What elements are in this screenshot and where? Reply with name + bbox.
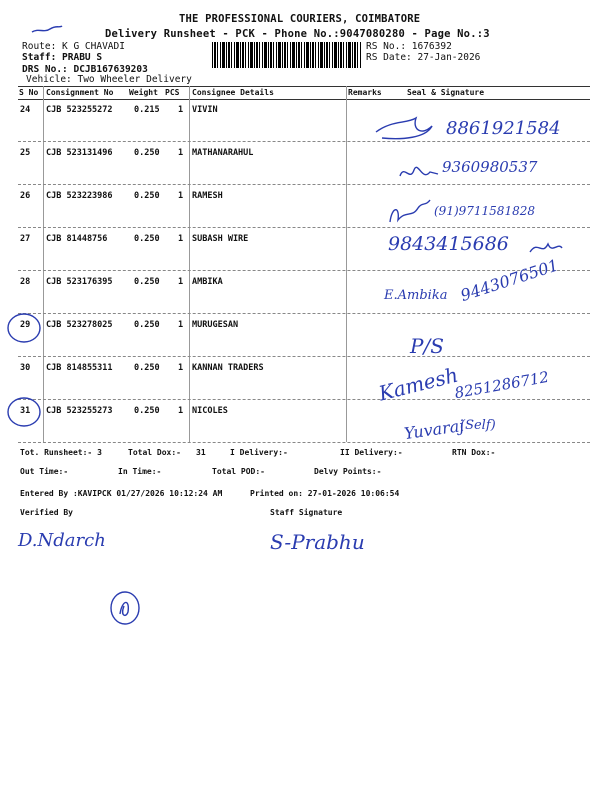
- handwritten-note-31: (Self): [460, 418, 496, 433]
- row-sno: 29: [20, 320, 31, 330]
- row-weight: 0.250: [134, 320, 160, 330]
- handwritten-phone-26: (91)9711581828: [434, 204, 535, 218]
- row-consignee: KANNAN TRADERS: [192, 363, 264, 373]
- row-consignee: NICOLES: [192, 406, 228, 416]
- ii-delivery: II Delivery:-: [340, 448, 403, 457]
- handwritten-name-31: Yuvaraj: [402, 415, 466, 444]
- col-seal: Seal & Signature: [407, 88, 485, 97]
- row-consignment: CJB 523255273: [46, 406, 113, 416]
- row-consignment: CJB 81448756: [46, 234, 108, 244]
- handwritten-phone-30: 8251286712: [453, 367, 551, 403]
- row-pcs: 1: [178, 148, 184, 158]
- route-label: Route: K G CHAVADI: [22, 41, 125, 52]
- row-consignment: CJB 523176395: [46, 277, 113, 287]
- table-header: [18, 86, 590, 100]
- rs-date: RS Date: 27-Jan-2026: [366, 52, 481, 63]
- handwritten-name-30: Kamesh: [376, 362, 461, 406]
- signature-25: [396, 156, 442, 186]
- printed-on: Printed on: 27-01-2026 10:06:54: [250, 489, 400, 498]
- staff-signature-label: Staff Signature: [270, 508, 343, 517]
- row-sno: 25: [20, 148, 31, 158]
- total-runsheet: Tot. Runsheet:- 3: [20, 448, 102, 457]
- row-weight: 0.250: [134, 148, 160, 158]
- row-consignee: SUBASH WIRE: [192, 234, 249, 244]
- total-dox-label: Total Dox:-: [128, 448, 181, 457]
- row-consignment: CJB 814855311: [46, 363, 113, 373]
- col-pcs: PCS: [165, 88, 180, 97]
- staff-label: Staff: PRABU S: [22, 52, 103, 63]
- barcode: [212, 42, 362, 68]
- signature-24: [372, 110, 442, 144]
- row-weight: 0.250: [134, 277, 160, 287]
- row-pcs: 1: [178, 363, 184, 373]
- row-weight: 0.250: [134, 363, 160, 373]
- handwritten-ps-29: P/S: [410, 334, 444, 358]
- row-consignee: AMBIKA: [192, 277, 223, 287]
- out-time: Out Time:-: [20, 467, 69, 476]
- table-row: [18, 314, 590, 357]
- signature-27: [528, 236, 564, 258]
- handwritten-name-28: E.Ambika: [384, 288, 448, 303]
- row-pcs: 1: [178, 320, 184, 330]
- company-name: THE PROFESSIONAL COURIERS, COIMBATORE: [179, 13, 421, 25]
- row-consignment: CJB 523223986: [46, 191, 113, 201]
- row-sno: 24: [20, 105, 31, 115]
- runsheet-title: Delivery Runsheet - PCK - Phone No.:9047080280 - Page No.:3: [105, 28, 490, 40]
- row-pcs: 1: [178, 105, 184, 115]
- total-pod: Total POD:-: [212, 467, 265, 476]
- handwritten-phone-25: 9360980537: [442, 158, 538, 176]
- row-consignment: CJB 523278025: [46, 320, 113, 330]
- row-weight: 0.215: [134, 105, 160, 115]
- row-consignment: CJB 523131496: [46, 148, 113, 158]
- drs-number: DRS No.: DCJB167639203: [22, 64, 148, 75]
- row-consignee: VIVIN: [192, 105, 218, 115]
- row-sno: 26: [20, 191, 31, 201]
- row-weight: 0.250: [134, 191, 160, 201]
- row-sno: 28: [20, 277, 31, 287]
- rtn-dox: RTN Dox:-: [452, 448, 496, 457]
- row-consignee: MATHANARAHUL: [192, 148, 254, 158]
- row-pcs: 1: [178, 406, 184, 416]
- row-pcs: 1: [178, 277, 184, 287]
- header-scribble: [30, 22, 64, 36]
- row-pcs: 1: [178, 234, 184, 244]
- col-consignee: Consignee Details: [192, 88, 274, 97]
- table-row: [18, 400, 590, 443]
- col-remarks: Remarks: [348, 88, 382, 97]
- initial-mark: [106, 588, 146, 628]
- row-sno: 31: [20, 406, 31, 416]
- row-sno: 27: [20, 234, 31, 244]
- verified-by-label: Verified By: [20, 508, 73, 517]
- circle-mark-31: [4, 394, 44, 430]
- staff-signature: S-Prabhu: [270, 530, 365, 554]
- row-pcs: 1: [178, 191, 184, 201]
- handwritten-phone-27: 9843415686: [388, 233, 509, 255]
- in-time: In Time:-: [118, 467, 162, 476]
- verified-signature: D.Ndarch: [18, 530, 106, 551]
- i-delivery: I Delivery:-: [230, 448, 288, 457]
- vehicle-label: Vehicle: Two Wheeler Delivery: [26, 74, 192, 85]
- col-consignment: Consignment No: [46, 88, 114, 97]
- rs-number: RS No.: 1676392: [366, 41, 452, 52]
- col-weight: Weight: [129, 88, 158, 97]
- row-weight: 0.250: [134, 406, 160, 416]
- row-sno: 30: [20, 363, 31, 373]
- total-dox-value: 31: [196, 448, 206, 457]
- handwritten-phone-24: 8861921584: [446, 118, 561, 139]
- row-weight: 0.250: [134, 234, 160, 244]
- circle-mark-29: [4, 310, 44, 346]
- delvy-points: Delvy Points:-: [314, 467, 382, 476]
- handwritten-phone-28: 9443076501: [458, 255, 561, 305]
- row-consignee: MURUGESAN: [192, 320, 239, 330]
- row-consignment: CJB 523255272: [46, 105, 113, 115]
- signature-26: [386, 196, 432, 230]
- col-sno: S No: [19, 88, 39, 97]
- row-consignee: RAMESH: [192, 191, 223, 201]
- entered-by: Entered By :KAVIPCK 01/27/2026 10:12:24 AM: [20, 489, 223, 498]
